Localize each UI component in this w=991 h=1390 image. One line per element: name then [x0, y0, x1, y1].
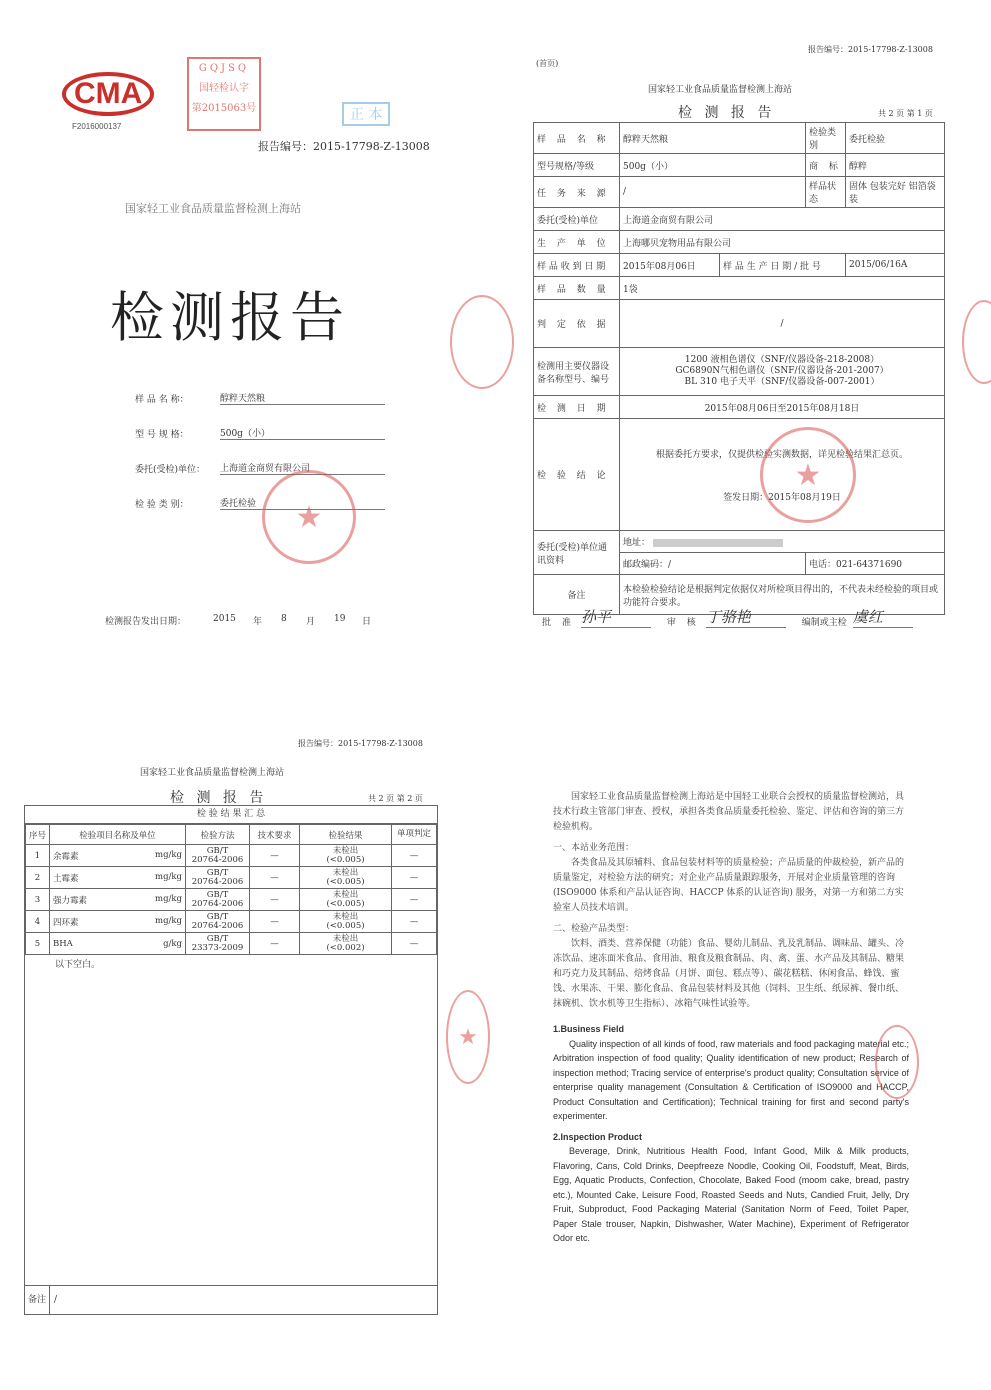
station-profile-page	[553, 790, 909, 1270]
item-unit: mg/kg	[155, 849, 182, 860]
item-result	[300, 845, 392, 867]
method-line: 20764-2006	[191, 876, 244, 887]
item-name-cell	[50, 889, 186, 911]
profile-en-heading-2: 2.Inspection Product	[553, 1131, 643, 1142]
col-header: 单项判定	[392, 825, 437, 845]
star-icon: ★	[295, 499, 323, 535]
col-header: 检验方法	[186, 825, 250, 845]
page2-page-info: 共 2 页 第 2 页	[368, 794, 423, 803]
table-label: 检测用主要仪器设备名称型号、编号	[534, 348, 620, 396]
cover-field-value: 500g（小）	[220, 426, 385, 440]
table-row	[26, 889, 437, 911]
cover-field-label: 样 品 名 称：	[135, 395, 189, 405]
result-line: (<0.005)	[326, 920, 365, 931]
profile-heading-1: 一、本站业务范围：	[553, 843, 635, 853]
item-name: BHA	[53, 938, 73, 949]
result-line: (<0.002)	[326, 942, 365, 953]
table-value: 2015年08月06日至2015年08月18日	[620, 396, 945, 419]
item-requirement: —	[250, 911, 300, 933]
table-label: 委托(受检)单位	[534, 208, 620, 231]
result-line: (<0.005)	[326, 898, 365, 909]
conclusion-seal	[760, 427, 856, 523]
table-value: /	[620, 300, 945, 348]
instrument-line: BL 310 电子天平（SNF/仪器设备-007-2001）	[684, 377, 880, 387]
issue-month: 8	[281, 614, 287, 624]
item-method	[186, 889, 250, 911]
table-value: 上海道金商贸有限公司	[620, 208, 945, 231]
profile-en-heading-1: 1.Business Field	[553, 1024, 625, 1034]
table-label: 样 品 收 到 日 期	[534, 254, 620, 277]
cover-field-label: 型 号 规 格：	[135, 430, 189, 440]
result-line: 未检出	[332, 889, 359, 900]
editor-label: 编制或主检	[801, 618, 847, 628]
signature-row	[542, 606, 942, 628]
conclusion-cell	[620, 419, 945, 531]
review-signature: 丁骆艳	[706, 606, 786, 628]
col-header: 序号	[26, 825, 50, 845]
table-row	[534, 231, 945, 254]
result-line: (<0.005)	[326, 854, 365, 865]
issue-day: 19	[334, 614, 346, 624]
table-value: 上海哪贝宠物用品有限公司	[620, 231, 945, 254]
profile-paragraph-2: 饮料、酒类、营养保健（功能）食品、婴幼儿制品、乳及乳制品、调味品、罐头、冷冻饮品、速冻面米食品、食用油、粮食及粮食制品、肉、禽、蛋、水产品及其制品、糖果和巧克力及其制品、焙烤食品（月饼、面包、糕点等）、碳花糕糕、休闲食品、蜂饯、蜜饯、水果冻、干果、膨化食品、食品包装材料及其他（饲料、卫生纸、纸尿裤、餐巾纸、抹碗机、饮水机等卫生指标）、冰箱气味性试验等。	[553, 939, 905, 1009]
item-no: 1	[26, 845, 50, 867]
table-label: 生 产 单 位	[534, 231, 620, 254]
table-row	[534, 208, 945, 231]
cover-issue-date	[105, 614, 405, 627]
report-page-2	[22, 735, 440, 1320]
method-line: 20764-2006	[191, 854, 244, 865]
item-unit: g/kg	[163, 938, 182, 949]
issue-year: 2015	[213, 614, 236, 624]
item-name: 四环素	[53, 917, 79, 928]
item-requirement: —	[250, 845, 300, 867]
table-value: 醇粹天然粮	[620, 123, 806, 154]
summary-title: 检 验 结 果 汇 总	[25, 806, 437, 824]
result-line: (<0.005)	[326, 876, 365, 887]
item-no: 3	[26, 889, 50, 911]
item-name-cell	[50, 845, 186, 867]
page2-station: 国家轻工业食品质量监督检测上海站	[140, 768, 285, 778]
page1-station: 国家轻工业食品质量监督检测上海站	[648, 85, 793, 95]
table-row	[534, 396, 945, 419]
address-label: 地址：	[623, 538, 651, 548]
table-label: 样品状态	[806, 177, 846, 208]
item-judgement: —	[392, 933, 437, 955]
page1-page-info: 共 2 页 第 1 页	[878, 109, 933, 118]
item-unit: mg/kg	[155, 871, 182, 882]
item-method	[186, 933, 250, 955]
table-value: 委托检验	[846, 123, 945, 154]
cma-logo: CMA	[62, 72, 154, 116]
table-row	[534, 254, 945, 277]
cover-field-value: 委托检验	[220, 496, 385, 510]
table-row	[534, 348, 945, 396]
item-no: 2	[26, 867, 50, 889]
table-row	[26, 845, 437, 867]
table-value: /	[620, 177, 806, 208]
method-line: GB/T	[206, 889, 229, 900]
gqjsq-stamp	[187, 57, 261, 131]
issue-year-unit: 年	[253, 617, 263, 627]
profile-en-paragraph-1: Quality inspection of all kinds of food, raw materials and food packaging material etc.; Arbitration inspection of food quality; Quality identification of new product; Research of inspection method; Tracing service of enterprise's product quality; Consultation service of enterprise quality management (Consultation & Certification of ISO9000 and HACCP, Product Consultation and Certification); Technical training for first and second party's experimenter.	[553, 1038, 909, 1121]
original-stamp: 正 本	[342, 102, 390, 126]
inspection-seal	[262, 470, 356, 564]
profile-paragraph-1: 各类食品及其原辅料、食品包装材料等的质量检验；产品质量的仲裁检验，新产品的质量鉴定，对检验方法的研究；对企业产品质量跟踪服务，开展对企业质量管理的咨询(ISO9000 体系和产品认证咨询、HACCP 体系的认证咨询) 服务，对第一方和第二方实验室人员技术培训。	[553, 858, 905, 913]
col-header: 检验项目名称及单位	[50, 825, 186, 845]
table-label: 判 定 依 据	[534, 300, 620, 348]
table-value: 1袋	[620, 277, 945, 300]
item-result	[300, 911, 392, 933]
method-line: 23373-2009	[191, 942, 244, 953]
issue-day-unit: 日	[362, 617, 372, 627]
address-redacted	[653, 539, 783, 547]
cover-page	[40, 40, 480, 660]
result-line: 未检出	[332, 911, 359, 922]
item-name-cell	[50, 933, 186, 955]
item-judgement: —	[392, 889, 437, 911]
col-header: 检验结果	[300, 825, 392, 845]
result-line: 未检出	[332, 867, 359, 878]
profile-edge-seal	[875, 1025, 919, 1099]
result-line: 未检出	[332, 933, 359, 944]
item-name-cell	[50, 911, 186, 933]
table-label: 商 标	[806, 154, 846, 177]
item-unit: mg/kg	[155, 893, 182, 904]
method-line: GB/T	[206, 933, 229, 944]
right-edge-seal	[962, 300, 991, 384]
approve-label: 批 准	[542, 618, 575, 628]
instrument-line: 1200 液相色谱仪（SNF/仪器设备-218-2008）	[684, 355, 880, 365]
page2-frame	[24, 805, 438, 1315]
table-row	[534, 300, 945, 348]
issue-month-unit: 月	[306, 617, 316, 627]
cover-fields	[135, 370, 385, 510]
item-judgement: —	[392, 911, 437, 933]
item-unit: mg/kg	[155, 915, 182, 926]
table-value: 500g（小）	[620, 154, 806, 177]
profile-intro: 国家轻工业食品质量监督检测上海站是中国轻工业联合会授权的质量监督检测站，具技术行政主管部门审查、授权，承担各类食品质量委托检验、鉴定、评估和咨询的第三方检验机构。	[553, 792, 905, 832]
item-result	[300, 933, 392, 955]
table-label: 样 品 数 量	[534, 277, 620, 300]
page2-title: 检 测 报 告	[170, 790, 268, 806]
page1-table	[533, 122, 945, 615]
method-line: 20764-2006	[191, 898, 244, 909]
table-label: 委托(受检)单位通讯资料	[534, 531, 620, 575]
edge-seal	[450, 295, 514, 389]
cover-field-label: 检 验 类 别：	[135, 500, 189, 510]
table-label: 检验类别	[806, 123, 846, 154]
item-method	[186, 845, 250, 867]
page2-remark-value: /	[54, 1295, 58, 1305]
issue-date-label: 检测报告发出日期：	[105, 617, 187, 627]
table-row	[534, 177, 945, 208]
table-row	[26, 911, 437, 933]
table-label: 检 验 结 论	[534, 419, 620, 531]
item-judgement: —	[392, 845, 437, 867]
table-label: 样 品 名 称	[534, 123, 620, 154]
results-table	[25, 824, 437, 955]
table-value: 2015年08月06日	[620, 254, 720, 277]
page1-title: 检 测 报 告	[678, 105, 776, 121]
table-header-row	[26, 825, 437, 845]
remark-cell: 本检验检验结论是根据判定依据仅对所检项目得出的，不代表未经检验的项目或功能符合要求。	[620, 575, 945, 615]
item-judgement: —	[392, 867, 437, 889]
item-requirement: —	[250, 867, 300, 889]
star-icon: ★	[458, 1024, 478, 1050]
gqjsq-line2: 国轻检认字	[199, 83, 249, 94]
item-name: 余霉素	[53, 851, 79, 862]
profile-heading-2: 二、检验产品类型：	[553, 924, 635, 934]
sign-date: 签发日期：2015年08月19日	[723, 492, 841, 503]
table-row	[534, 531, 945, 553]
item-requirement: —	[250, 933, 300, 955]
table-row	[534, 154, 945, 177]
editor-signature: 虞红	[853, 606, 913, 628]
table-label: 任 务 来 源	[534, 177, 620, 208]
cover-field-row	[135, 370, 385, 405]
table-value: 固体 包装完好 铝箔袋装	[846, 177, 945, 208]
cover-field-value: 上海道金商贸有限公司	[220, 461, 385, 475]
item-no: 5	[26, 933, 50, 955]
instrument-list	[620, 348, 945, 396]
page2-remark-row	[25, 1285, 437, 1314]
table-label: 型号规格/等级	[534, 154, 620, 177]
item-name: 土霉素	[53, 873, 79, 884]
cover-field-row	[135, 440, 385, 475]
cma-code: F2016000137	[72, 122, 122, 131]
table-value: 2015/06/16A	[846, 254, 945, 277]
report-page-1	[530, 40, 950, 640]
item-name: 强力霉素	[53, 895, 88, 906]
col-header: 技术要求	[250, 825, 300, 845]
page1-header-left: (首页)	[536, 59, 559, 68]
cover-station: 国家轻工业食品质量监督检测上海站	[125, 202, 301, 215]
cover-field-value: 醇粹天然粮	[220, 391, 385, 405]
phone-cell: 电话：021-64371690	[806, 553, 945, 575]
conclusion-text: 根据委托方要求，仅提供检验实测数据，详见检验结果汇总页。	[655, 449, 908, 460]
profile-en-paragraph-2: Beverage, Drink, Nutritious Health Food, Infant Good, Milk & Milk products, Flavoring, Cans, Cold Drinks, Deepfreeze Noodle, Cooking Oil, Foodstuff, Meat, Birds, Egg, Aquatic Products, Confection, Chocolate, Baked Food (moom cake, bread, pastry etc.), Mounted Cake, Leisure Food, Roasted Seeds and Nuts, Candied Fruit, Jelly, Dry Fruit, Subproduct, Food Packaging Material (Sanitation Norm of Feed, Toilet Paper, Paper Stale trouser, Napkin, Dishwasher, Water Machine), Experiment of Refrigerator Odor etc.	[553, 1146, 909, 1243]
star-icon: ★	[794, 457, 822, 493]
review-label: 审 核	[666, 618, 700, 628]
method-line: 20764-2006	[191, 920, 244, 931]
item-result	[300, 889, 392, 911]
instrument-line: GC6890N气相色谱仪（SNF/仪器设备-201-2007）	[675, 366, 889, 376]
cover-title: 检测报告	[110, 286, 350, 349]
result-line: 未检出	[332, 845, 359, 856]
postal-cell: 邮政编码：/	[620, 553, 806, 575]
end-note: 以下空白。	[55, 960, 101, 970]
table-row	[534, 123, 945, 154]
method-line: GB/T	[206, 911, 229, 922]
item-name-cell	[50, 867, 186, 889]
method-line: GB/T	[206, 867, 229, 878]
item-result	[300, 867, 392, 889]
table-row	[534, 419, 945, 531]
table-label: 样 品 生 产 日 期 / 批 号	[720, 254, 846, 277]
table-label: 检 测 日 期	[534, 396, 620, 419]
table-label: 备注	[534, 575, 620, 615]
item-method	[186, 867, 250, 889]
page2-report-no: 报告编号：2015-17798-Z-13008	[298, 739, 423, 748]
item-requirement: —	[250, 889, 300, 911]
gqjsq-line3: 第2015063号	[191, 103, 257, 114]
table-row	[26, 933, 437, 955]
table-value: 醇粹	[846, 154, 945, 177]
page1-report-no: 报告编号：2015-17798-Z-13008	[808, 45, 933, 54]
cover-report-no: 报告编号：2015-17798-Z-13008	[258, 140, 430, 153]
address-cell	[620, 531, 945, 553]
cover-field-label: 委托(受检)单位：	[135, 465, 206, 475]
middle-edge-seal	[446, 990, 490, 1084]
table-row	[26, 867, 437, 889]
gqjsq-code: GQJSQ	[198, 63, 250, 74]
approve-signature: 孙平	[581, 606, 651, 628]
table-row	[534, 277, 945, 300]
cover-field-row	[135, 405, 385, 440]
page2-remark-label: 备注	[25, 1286, 50, 1314]
item-no: 4	[26, 911, 50, 933]
item-method	[186, 911, 250, 933]
method-line: GB/T	[206, 845, 229, 856]
